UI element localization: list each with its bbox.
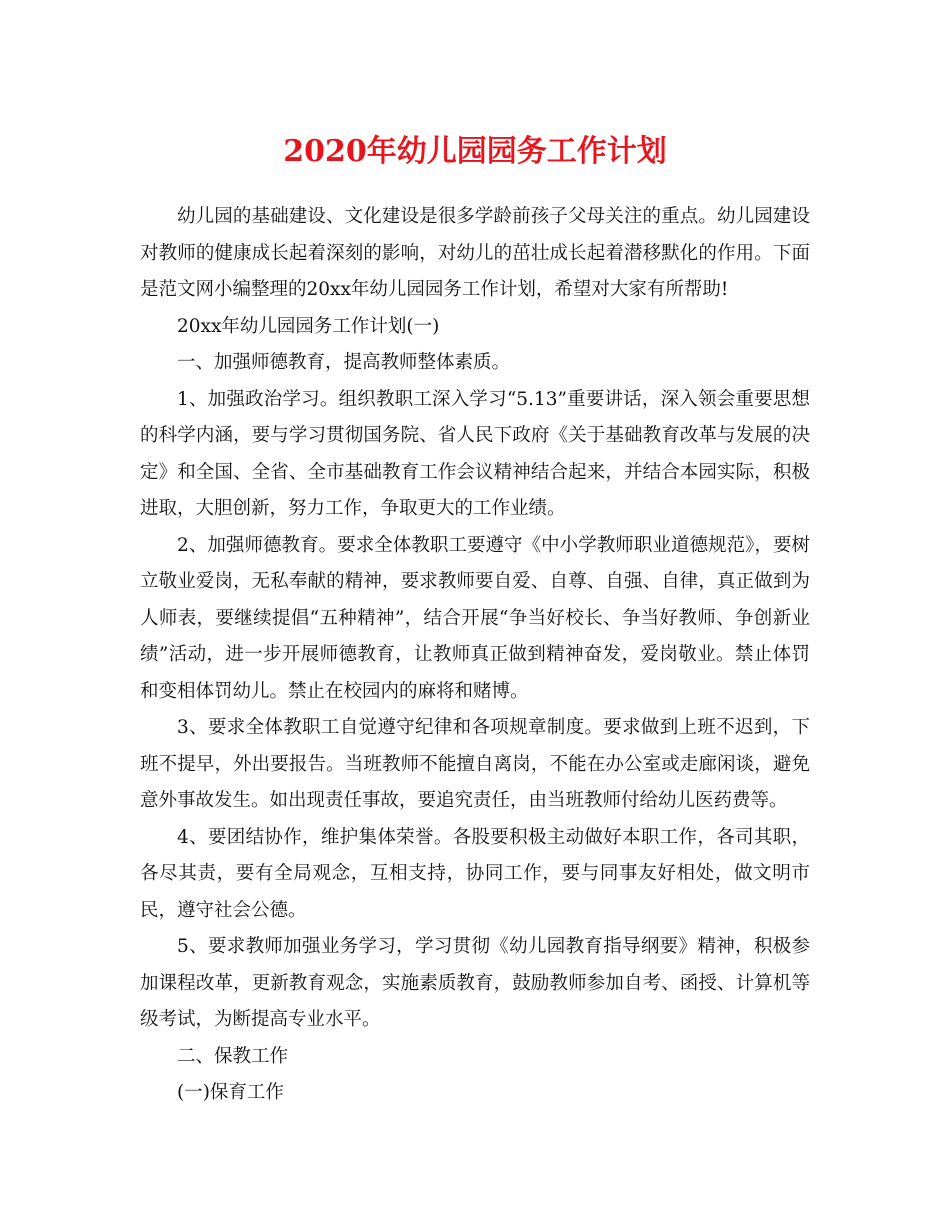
- paragraph-item-1: 1、加强政治学习。组织教职工深入学习“5.13”重要讲话，深入领会重要思想的科学内涵，要与学习贯彻国务院、省人民下政府《关于基础教育改革与发展的决定》和全国、全省、全市基础教育工作会议精神结合起来，并结合本园实际，积极进取，大胆创新，努力工作，争取更大的工作业绩。: [140, 388, 810, 519]
- paragraph-intro: 幼儿园的基础建设、文化建设是很多学龄前孩子父母关注的重点。幼儿园建设对教师的健康成长起着深刻的影响，对幼儿的茁壮成长起着潜移默化的作用。下面是范文网小编整理的20xx年幼儿园园务工作计划，希望对大家有所帮助!: [140, 206, 810, 300]
- paragraph-item-3: 3、要求全体教职工自觉遵守纪律和各项规章制度。要求做到上班不迟到，下班不提早，外出要报告。当班教师不能擅自离岗，不能在办公室或走廊闲谈，避免意外事故发生。如出现责任事故，要追究责任，由当班教师付给幼儿医药费等。: [140, 717, 810, 811]
- paragraph-item-4: 4、要团结协作，维护集体荣誉。各股要积极主动做好本职工作，各司其职，各尽其责，要有全局观念，互相支持，协同工作，要与同事友好相处，做文明市民，遵守社会公德。: [140, 826, 810, 921]
- paragraph-item-5: 5、要求教师加强业务学习，学习贯彻《幼儿园教育指导纲要》精神，积极参加课程改革，更新教育观念，实施素质教育，鼓励教师参加自考、函授、计算机等级考试，为断提高专业水平。: [140, 936, 810, 1030]
- paragraph-section-1-heading: 一、加强师德教育，提高教师整体素质。: [177, 352, 511, 373]
- paragraph-subsection-heading: (一)保育工作: [177, 1082, 284, 1103]
- document-title: 2020年幼儿园园务工作计划: [283, 134, 667, 169]
- paragraph-plan-heading: 20xx年幼儿园园务工作计划(一): [177, 315, 440, 337]
- paragraph-section-2-heading: 二、保教工作: [177, 1045, 289, 1067]
- paragraph-item-2: 2、加强师德教育。要求全体教职工要遵守《中小学教师职业道德规范》，要树立敬业爱岗，无私奉献的精神，要求教师要自爱、自尊、自强、自律，真正做到为人师表，要继续提倡“五种精神”，结合开展“争当好校长、争当好教师、争创新业绩”活动，进一步开展师德教育，让教师真正做到精神奋发，爱岗敬业。禁止体罚和变相体罚幼儿。禁止在校园内的麻将和赌博。: [140, 534, 810, 702]
- document-body: [140, 199, 810, 1112]
